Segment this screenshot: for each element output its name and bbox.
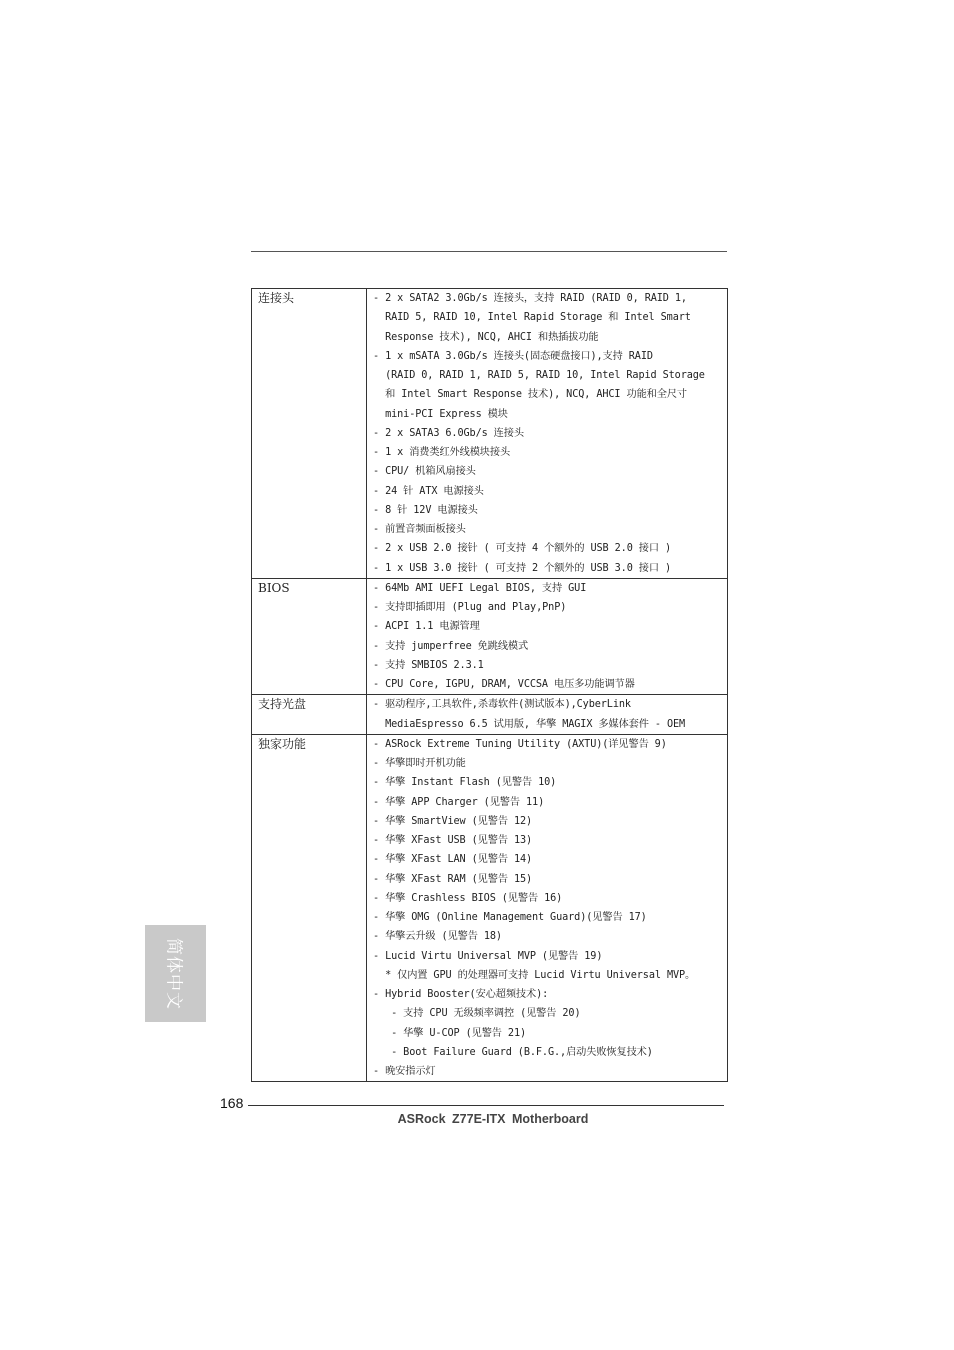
spec-line: - 2 x SATA2 3.0Gb/s 连接头，支持 RAID (RAID 0, RAID 1, xyxy=(373,293,687,304)
spec-line: Response 技术), NCQ, AHCI 和热插拔功能 xyxy=(373,331,599,343)
spec-line: (RAID 0, RAID 1, RAID 5, RAID 10, Intel Rapid Storage xyxy=(373,370,705,381)
header-rule xyxy=(251,251,727,252)
language-tab-label: 简体中文 xyxy=(163,937,183,1010)
spec-label: BIOS xyxy=(252,578,367,695)
spec-line: - 支持 SMBIOS 2.3.1 xyxy=(373,659,484,671)
spec-label: 支持光盘 xyxy=(252,695,367,735)
footer-rule xyxy=(248,1105,724,1106)
spec-line: - 华擎 APP Charger (见警告 11) xyxy=(373,796,545,808)
spec-line: - CPU/ 机箱风扇接头 xyxy=(373,466,476,478)
spec-line: mini-PCI Express 模块 xyxy=(373,408,508,420)
spec-line: - ACPI 1.1 电源管理 xyxy=(373,621,480,633)
spec-line: - 1 x mSATA 3.0Gb/s 连接头(固态硬盘接口),支持 RAID xyxy=(373,350,653,362)
spec-line: - 华擎 XFast USB (见警告 13) xyxy=(373,835,533,846)
spec-line: - 64Mb AMI UEFI Legal BIOS, 支持 GUI xyxy=(373,582,587,594)
footer-title: ASRock Z77E-ITX Motherboard xyxy=(397,1112,589,1126)
spec-line: RAID 5, RAID 10, Intel Rapid Storage 和 Intel Smart xyxy=(373,312,691,324)
spec-line: * 仅内置 GPU 的处理器可支持 Lucid Virtu Universal MVP。 xyxy=(373,969,696,981)
spec-line: - 华擎云升级 (见警告 18) xyxy=(373,931,502,943)
spec-content xyxy=(367,734,728,1082)
spec-line: - Lucid Virtu Universal MVP (见警告 19) xyxy=(373,950,603,962)
spec-line: - 1 x USB 3.0 接针 ( 可支持 2 个额外的 USB 3.0 接口 ) xyxy=(373,562,671,574)
spec-line: MediaEspresso 6.5 试用版, 华擎 MAGIX 多媒体套件 - OEM xyxy=(373,718,686,730)
spec-line: - CPU Core, IGPU, DRAM, VCCSA 电压多功能调节器 xyxy=(373,679,635,690)
spec-line: - 前置音频面板接头 xyxy=(373,524,466,535)
spec-line: 和 Intel Smart Response 技术), NCQ, AHCI 功能和全尺寸 xyxy=(373,389,688,401)
page-number: 168 xyxy=(220,1095,244,1111)
spec-line: - 华擎 XFast RAM (见警告 15) xyxy=(373,873,533,885)
spec-content xyxy=(367,695,728,735)
spec-line: - 华擎 XFast LAN (见警告 14) xyxy=(373,854,533,866)
spec-label: 连接头 xyxy=(252,289,367,579)
spec-content xyxy=(367,578,728,695)
spec-line: - 华擎 OMG (Online Management Guard)(见警告 17) xyxy=(373,912,647,923)
spec-line: - 2 x USB 2.0 接针 ( 可支持 4 个额外的 USB 2.0 接口 ) xyxy=(373,543,671,555)
spec-line: - 支持 CPU 无级频率调控 (见警告 20) xyxy=(373,1008,581,1020)
spec-row-connectors xyxy=(252,289,728,579)
spec-line: - 华擎 SmartView (见警告 12) xyxy=(373,815,533,827)
language-side-tab xyxy=(145,925,206,1022)
spec-line: - 驱动程序,工具软件,杀毒软件(测试版本),CyberLink xyxy=(373,699,631,711)
spec-row-support-cd xyxy=(252,695,728,735)
spec-content xyxy=(367,289,728,579)
spec-line: - 华擎 Crashless BIOS (见警告 16) xyxy=(373,892,563,904)
spec-line: - Hybrid Booster(安心超频技术): xyxy=(373,989,549,1000)
spec-row-unique-features xyxy=(252,734,728,1082)
spec-line: - 晚安指示灯 xyxy=(373,1066,436,1077)
spec-line: - 支持即插即用 (Plug and Play,PnP) xyxy=(373,602,567,613)
spec-row-bios xyxy=(252,578,728,695)
spec-line: - 24 针 ATX 电源接头 xyxy=(373,485,484,497)
spec-line: - 支持 jumperfree 免跳线模式 xyxy=(373,640,529,652)
spec-line: - 华擎 U-COP (见警告 21) xyxy=(373,1027,527,1039)
spec-line: - 2 x SATA3 6.0Gb/s 连接头 xyxy=(373,427,524,439)
spec-line: - ASRock Extreme Tuning Utility (AXTU)(详见警告 9) xyxy=(373,738,667,750)
spec-line: - 华擎即时开机功能 xyxy=(373,758,466,769)
spec-label: 独家功能 xyxy=(252,734,367,1082)
spec-line: - Boot Failure Guard (B.F.G.,启动失败恢复技术) xyxy=(373,1046,653,1058)
spec-line: - 1 x 消费类红外线模块接头 xyxy=(373,447,511,458)
spec-line: - 8 针 12V 电源接头 xyxy=(373,504,478,516)
spec-table xyxy=(251,288,728,1082)
spec-line: - 华擎 Instant Flash (见警告 10) xyxy=(373,777,557,789)
